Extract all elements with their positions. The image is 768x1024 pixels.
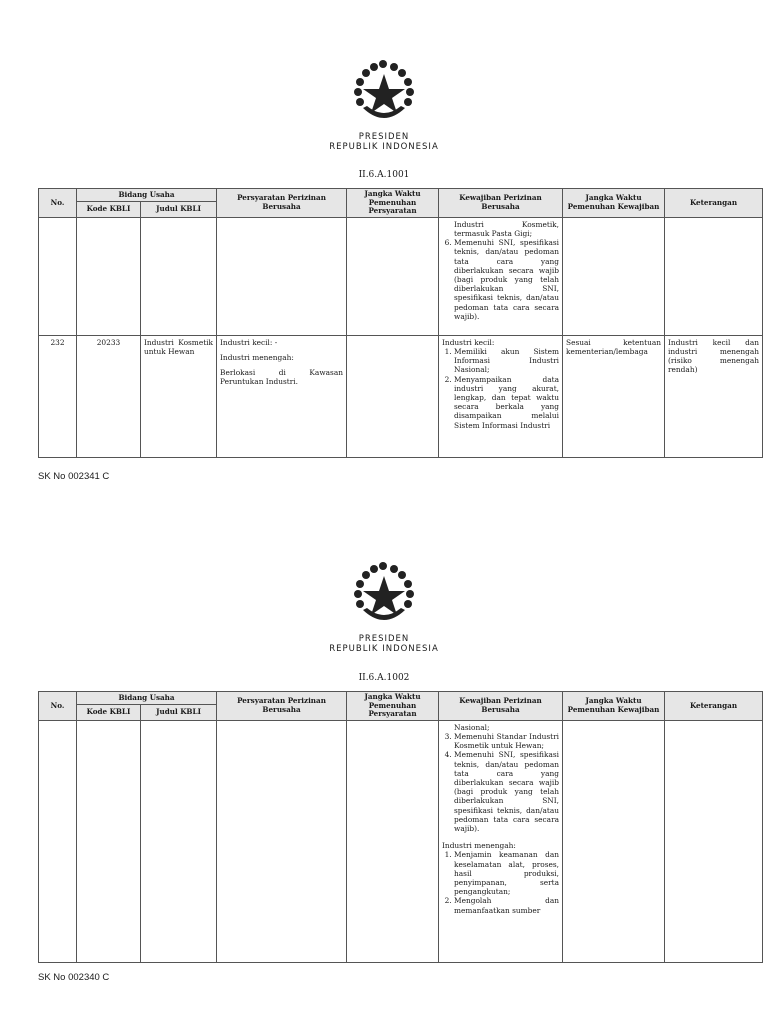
list-item: 1. Memiliki akun Sistem Informasi Industri Nasional; [454, 347, 559, 375]
sk-number: SK No 002341 C [38, 471, 110, 482]
persyaratan-kecil: Industri kecil: - [220, 337, 278, 347]
garuda-emblem-icon [349, 58, 419, 126]
row-kode-kbli: 20233 [77, 335, 141, 457]
regulation-table [38, 691, 763, 963]
persyaratan-lokasi: Berlokasi di Kawasan Peruntukan Industri. [220, 368, 344, 387]
header-kode-kbli: Kode KBLI [77, 201, 141, 217]
header-kode-kbli: Kode KBLI [77, 704, 141, 720]
list-item: 1. Menjamin keamanan dan keselamatan alat, proses, hasil produksi, penyimpanan, serta pengangkutan; [454, 850, 559, 896]
header-no: No. [39, 189, 77, 218]
regulation-table [38, 188, 763, 458]
organization-name [0, 132, 768, 152]
row-judul-kbli: Industri Kosmetik untuk Hewan [141, 335, 217, 457]
list-item: 2. Menyampaikan data industri yang akurat, lengkap, dan tepat waktu secara berkala yang disampaikan melalui Sistem Informasi Industri [454, 375, 559, 430]
page-number: II.6.A.1002 [358, 673, 410, 683]
org-line-presiden: PRESIDEN [358, 132, 410, 142]
header-kewajiban: Kewajiban Perizinan Berusaha [439, 692, 563, 721]
continued-text: Nasional; [454, 722, 490, 732]
header-persyaratan: Persyaratan Perizinan Berusaha [217, 189, 347, 218]
persyaratan-menengah: Industri menengah: [220, 352, 294, 362]
header-bidang-usaha: Bidang Usaha [77, 692, 217, 705]
header-judul-kbli: Judul KBLI [141, 704, 217, 720]
list-item: 6. Memenuhi SNI, spesifikasi teknis, dan/atau pedoman tata cara yang diberlakukan secara wajib (bagi produk yang telah diberlakukan SNI, spesifikasi teknis, dan/atau pedoman tata cara secara wajib). [454, 238, 559, 321]
list-item: 2. Mengolah dan memanfaatkan sumber [454, 896, 559, 914]
row-kewajiban [439, 335, 563, 457]
header-kewajiban: Kewajiban Perizinan Berusaha [439, 189, 563, 218]
table-row-continued [39, 720, 763, 962]
list-item: 4. Memenuhi SNI, spesifikasi teknis, dan/atau pedoman tata cara yang diberlakukan secara wajib (bagi produk yang telah diberlakukan SNI, spesifikasi teknis, dan/atau pedoman tata cara secara wajib). [454, 750, 559, 833]
sk-number: SK No 002340 C [38, 972, 110, 983]
kewajiban-heading: Industri kecil: [442, 337, 495, 347]
kewajiban-list [442, 850, 559, 914]
header-jangka-kewajiban: Jangka Waktu Pemenuhan Kewajiban [563, 189, 665, 218]
kewajiban-cell [439, 720, 563, 962]
kewajiban-heading: Industri menengah: [442, 841, 516, 851]
table-row-232 [39, 335, 763, 457]
row-persyaratan [217, 335, 347, 457]
org-line-presiden: PRESIDEN [358, 634, 410, 644]
row-no: 232 [39, 335, 77, 457]
kewajiban-list [442, 347, 559, 430]
page-1 [0, 0, 768, 505]
table-row-continued [39, 217, 763, 335]
header-bidang-usaha: Bidang Usaha [77, 189, 217, 202]
kewajiban-list [442, 732, 559, 833]
page-number: II.6.A.1001 [358, 170, 410, 180]
organization-name [0, 634, 768, 654]
header-judul-kbli: Judul KBLI [141, 201, 217, 217]
list-item: 3. Memenuhi Standar Industri Kosmetik untuk Hewan; [454, 732, 559, 750]
row-jangka-kewajiban: Sesuai ketentuan kementerian/lembaga [563, 335, 665, 457]
header-keterangan: Keterangan [665, 692, 763, 721]
header-no: No. [39, 692, 77, 721]
header-persyaratan: Persyaratan Perizinan Berusaha [217, 692, 347, 721]
row-keterangan: Industri kecil dan industri menengah (risiko menengah rendah) [665, 335, 763, 457]
page-2 [0, 505, 768, 1010]
kewajiban-cell [439, 217, 563, 335]
kewajiban-list [442, 238, 559, 321]
header-jangka-persyaratan: Jangka Waktu Pemenuhan Persyaratan [347, 692, 439, 721]
garuda-emblem-icon [349, 560, 419, 628]
header-keterangan: Keterangan [665, 189, 763, 218]
org-line-republik: REPUBLIK INDONESIA [329, 644, 439, 654]
header-jangka-kewajiban: Jangka Waktu Pemenuhan Kewajiban [563, 692, 665, 721]
continued-text: Industri Kosmetik, termasuk Pasta Gigi; [454, 219, 560, 238]
org-line-republik: REPUBLIK INDONESIA [329, 142, 439, 152]
header-jangka-persyaratan: Jangka Waktu Pemenuhan Persyaratan [347, 189, 439, 218]
